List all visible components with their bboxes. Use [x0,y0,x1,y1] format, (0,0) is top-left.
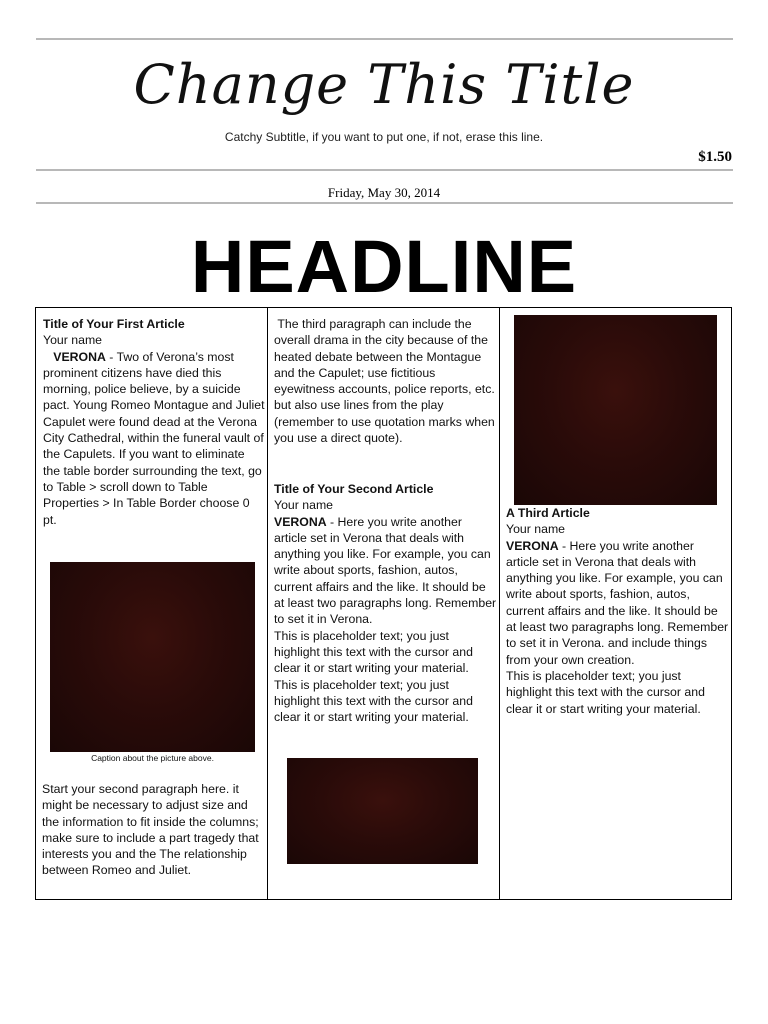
issue-date: Friday, May 30, 2014 [327,185,441,200]
newspaper-title: Change This Title [133,53,635,116]
column-1 [36,308,268,899]
article3-dateline: VERONA [506,538,559,553]
price-label: $1.50 [698,149,732,165]
column-2 [268,308,500,899]
article2-body-text: - Here you write another article set in Verona that deals with anything you like. For example, you can write about sports, fashion, autos, current affairs and the like. It should be at least two paragraphs long. Remember to set it in Verona. [274,514,497,627]
article2-placeholder-2: This is placeholder text; you just highlight this text with the cursor and clear it or start writing your material. [274,677,473,725]
article1-body [43,349,265,528]
article2-title: Title of Your Second Article [274,482,434,496]
article3-placeholder: This is placeholder text; you just highlight this text with the cursor and clear it or start writing your material. [506,668,705,716]
article2-body [274,514,498,628]
article3-author: Your name [506,522,566,537]
article1-dateline: VERONA [53,349,106,364]
article3-photo [514,315,717,505]
article3-body-text: - Here you write another article set in Verona that deals with anything you like. For example, you can write about sports, fashion, autos, current affairs and the like. It should be at least two paragraphs long. Remember to set it in Verona. and include things from your own creation. [506,538,729,667]
article1-author: Your name [43,333,103,348]
article1-body-text: - Two of Verona’s most prominent citizens have died this morning, police believe, by a suicide pact. Young Romeo Montague and Juliet Capulet were found dead at the Verona City Cathedral, within the funeral vault of the Capulets. If you want to eliminate the table border surrounding the text, go to Table > scroll down to Table Properties > In Table Border choose 0 pt. [43,349,265,527]
article2-text [274,481,498,725]
article2-photo [287,758,478,864]
headline: HEADLINE [190,225,578,308]
article1-photo [50,562,255,752]
article2-dateline: VERONA [274,514,327,529]
article-table [35,307,732,900]
article1-photo-caption: Caption about the picture above. [91,753,214,763]
newspaper-subtitle: Catchy Subtitle, if you want to put one, if not, erase this line. [224,130,544,144]
article1-text [43,316,265,528]
article1-title: Title of Your First Article [43,317,185,331]
date-top-rule [36,169,733,171]
article1-paragraph3 [274,316,498,446]
article1-paragraph2: Start your second paragraph here. it might be necessary to adjust size and the information to fit inside the columns; make sure to include a part tragedy that interests you and the The relationship between Romeo and Juliet. [42,782,259,878]
date-bottom-rule [36,202,733,204]
article2-placeholder-1: This is placeholder text; you just highlight this text with the cursor and clear it or start writing your material. [274,628,473,676]
column-3 [500,308,731,899]
article3-title: A Third Article [506,506,590,520]
article3-text [506,505,730,717]
article2-author: Your name [274,498,334,513]
article3-body [506,538,730,668]
top-rule [36,38,733,40]
article1-paragraph3-text: The third paragraph can include the overall drama in the city because of the heated debate between the Montague and the Capulet; use fictitious eyewitness accounts, police reports, etc. but also use lines from the play (remember to use quotation marks when you use a direct quote). [274,317,495,446]
